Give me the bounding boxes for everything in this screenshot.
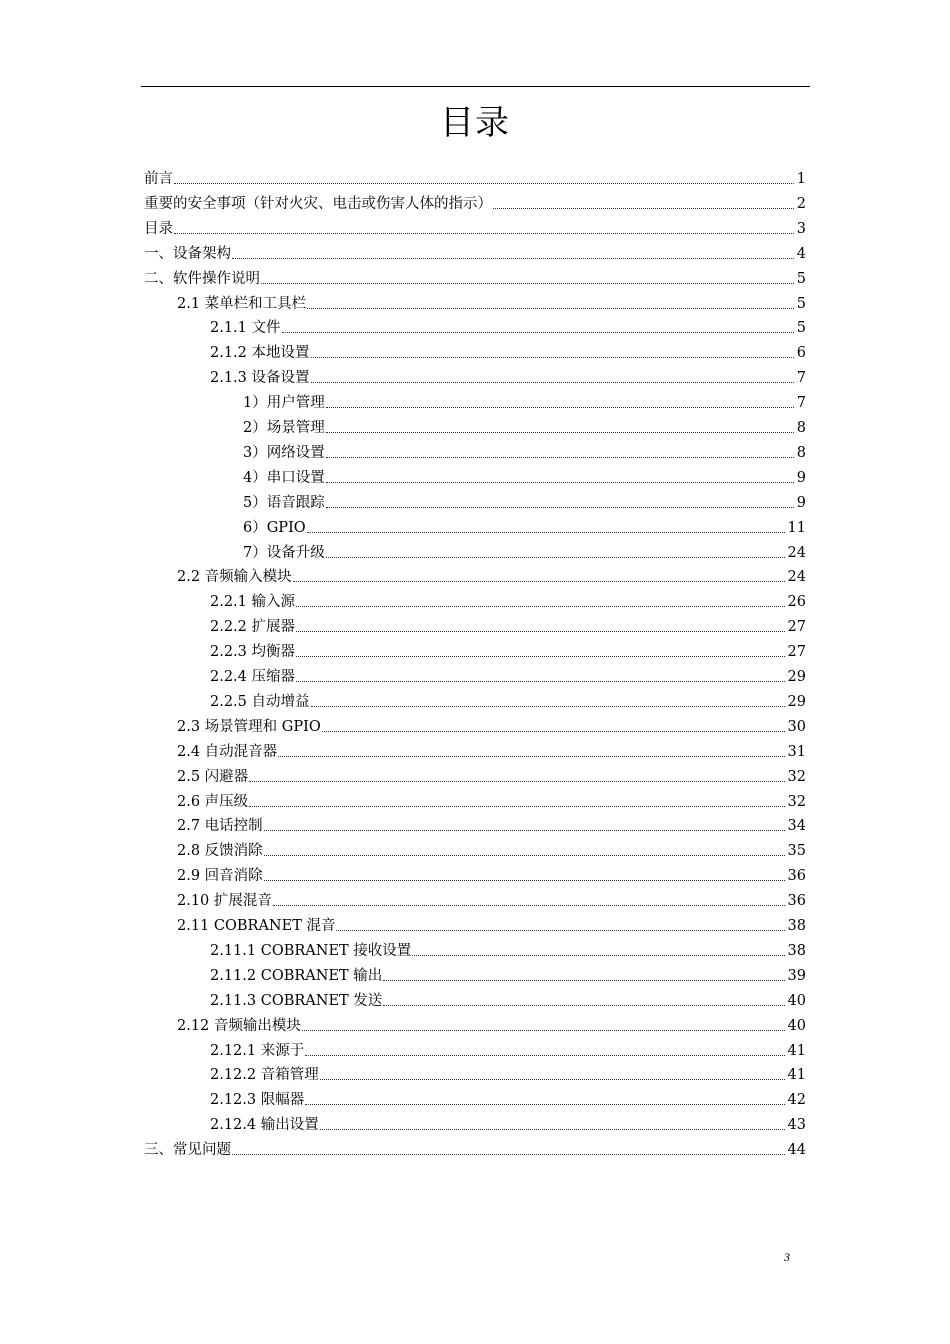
toc-dot-leader <box>311 382 794 383</box>
toc-entry[interactable] <box>144 267 806 289</box>
toc-dot-leader <box>326 482 794 483</box>
toc-entry[interactable] <box>210 665 806 687</box>
toc-entry-page: 35 <box>787 843 806 859</box>
toc-entry-label: 2.6 声压级 <box>177 794 249 810</box>
toc-entry[interactable] <box>210 1039 806 1061</box>
toc-dot-leader <box>305 1055 784 1056</box>
toc-entry-page: 27 <box>787 644 806 660</box>
toc-entry-label: 2.1.1 文件 <box>210 320 281 336</box>
toc-entry-page: 24 <box>787 569 806 585</box>
toc-entry-label: 2.7 电话控制 <box>177 818 263 834</box>
toc-entry[interactable] <box>177 864 806 886</box>
toc-entry-page: 1 <box>796 171 806 187</box>
page-title: 目录 <box>440 103 510 143</box>
toc-entry[interactable] <box>210 316 806 338</box>
toc-entry-page: 4 <box>796 246 806 262</box>
toc-entry[interactable] <box>144 217 806 239</box>
toc-entry-label: 2.12.1 来源于 <box>210 1043 305 1059</box>
toc-entry[interactable] <box>210 1113 806 1135</box>
toc-dot-leader <box>264 855 785 856</box>
toc-entry-label: 2.2.1 输入源 <box>210 594 296 610</box>
toc-entry-label: 2.1.3 设备设置 <box>210 370 310 386</box>
toc-dot-leader <box>293 581 785 582</box>
toc-entry[interactable] <box>210 366 806 388</box>
toc-entry-page: 5 <box>796 271 806 287</box>
toc-entry[interactable] <box>177 889 806 911</box>
toc-entry[interactable] <box>210 341 806 363</box>
toc-entry-label: 3）网络设置 <box>243 445 325 461</box>
header-rule <box>141 86 810 87</box>
toc-entry[interactable] <box>243 466 806 488</box>
toc-entry-label: 2.1.2 本地设置 <box>210 345 310 361</box>
toc-entry[interactable] <box>243 441 806 463</box>
toc-dot-leader <box>307 308 794 309</box>
toc-entry[interactable] <box>243 516 806 538</box>
toc-entry[interactable] <box>243 541 806 563</box>
toc-entry-page: 30 <box>787 719 806 735</box>
toc-dot-leader <box>326 457 794 458</box>
toc-entry-page: 43 <box>787 1117 806 1133</box>
toc-dot-leader <box>273 905 785 906</box>
toc-entry-page: 7 <box>796 370 806 386</box>
toc-dot-leader <box>249 806 784 807</box>
toc-entry-page: 38 <box>787 918 806 934</box>
toc-entry[interactable] <box>144 242 806 264</box>
toc-entry-page: 6 <box>796 345 806 361</box>
toc-entry-label: 2.12.2 音箱管理 <box>210 1067 319 1083</box>
toc-entry[interactable] <box>210 989 806 1011</box>
toc-entry-page: 34 <box>787 818 806 834</box>
toc-entry-label: 5）语音跟踪 <box>243 495 325 511</box>
toc-entry-page: 39 <box>787 968 806 984</box>
toc-dot-leader <box>249 781 784 782</box>
toc-entry-page: 44 <box>787 1142 806 1158</box>
toc-entry-page: 5 <box>796 320 806 336</box>
toc-entry[interactable] <box>210 590 806 612</box>
toc-entry-page: 41 <box>787 1067 806 1083</box>
toc-entry-label: 2.2.3 均衡器 <box>210 644 296 660</box>
toc-entry-page: 5 <box>796 296 806 312</box>
toc-dot-leader <box>320 1129 785 1130</box>
toc-entry-page: 8 <box>796 445 806 461</box>
toc-entry-label: 2.8 反馈消除 <box>177 843 263 859</box>
toc-entry-label: 1）用户管理 <box>243 395 325 411</box>
toc-entry[interactable] <box>210 1063 806 1085</box>
toc-entry[interactable] <box>177 1014 806 1036</box>
toc-entry[interactable] <box>177 814 806 836</box>
toc-dot-leader <box>232 258 794 259</box>
toc-entry-page: 31 <box>787 744 806 760</box>
toc-entry-page: 38 <box>787 943 806 959</box>
toc-entry-page: 9 <box>796 470 806 486</box>
toc-dot-leader <box>232 1154 785 1155</box>
toc-entry-page: 41 <box>787 1043 806 1059</box>
toc-entry-label: 目录 <box>144 221 173 237</box>
toc-dot-leader <box>282 332 794 333</box>
toc-dot-leader <box>412 955 784 956</box>
toc-entry-label: 4）串口设置 <box>243 470 325 486</box>
toc-entry[interactable] <box>210 615 806 637</box>
toc-entry[interactable] <box>243 491 806 513</box>
toc-dot-leader <box>383 1005 784 1006</box>
toc-entry[interactable] <box>144 1138 806 1160</box>
toc-entry-label: 7）设备升级 <box>243 545 325 561</box>
toc-entry-label: 2.2.4 压缩器 <box>210 669 296 685</box>
toc-entry-page: 9 <box>796 495 806 511</box>
toc-entry[interactable] <box>210 964 806 986</box>
toc-entry-page: 27 <box>787 619 806 635</box>
toc-dot-leader <box>264 830 785 831</box>
toc-entry-label: 2.4 自动混音器 <box>177 744 278 760</box>
toc-dot-leader <box>307 532 785 533</box>
toc-entry[interactable] <box>177 839 806 861</box>
toc-entry-label: 2.11.1 COBRANET 接收设置 <box>210 943 412 959</box>
toc-entry[interactable] <box>243 416 806 438</box>
toc-entry-label: 三、常见问题 <box>144 1142 231 1158</box>
toc-entry-label: 2.5 闪避器 <box>177 769 249 785</box>
toc-dot-leader <box>336 930 784 931</box>
toc-entry[interactable] <box>243 391 806 413</box>
toc-dot-leader <box>311 706 785 707</box>
toc-dot-leader <box>174 183 794 184</box>
toc-dot-leader <box>296 681 785 682</box>
toc-dot-leader <box>326 407 794 408</box>
toc-dot-leader <box>278 756 784 757</box>
toc-entry[interactable] <box>177 715 806 737</box>
toc-dot-leader <box>261 283 794 284</box>
toc-dot-leader <box>326 507 794 508</box>
toc-entry-label: 2.3 场景管理和 GPIO <box>177 719 321 735</box>
toc-entry[interactable] <box>210 939 806 961</box>
toc-entry-page: 29 <box>787 694 806 710</box>
toc-entry-label: 重要的安全事项（针对火灾、电击或伤害人体的指示） <box>144 196 492 212</box>
toc-entry-page: 11 <box>787 520 806 536</box>
toc-dot-leader <box>320 1079 785 1080</box>
toc-entry[interactable] <box>144 167 806 189</box>
toc-entry[interactable] <box>177 914 806 936</box>
toc-dot-leader <box>296 631 785 632</box>
toc-entry-label: 2.1 菜单栏和工具栏 <box>177 296 307 312</box>
toc-entry-page: 2 <box>796 196 806 212</box>
toc-dot-leader <box>305 1104 784 1105</box>
toc-entry[interactable] <box>210 690 806 712</box>
toc-entry-page: 32 <box>787 769 806 785</box>
toc-entry-label: 2.2.5 自动增益 <box>210 694 310 710</box>
toc-dot-leader <box>326 557 785 558</box>
toc-entry-label: 二、软件操作说明 <box>144 271 260 287</box>
toc-entry[interactable] <box>177 565 806 587</box>
toc-entry-label: 2.2 音频输入模块 <box>177 569 292 585</box>
toc-entry[interactable] <box>210 640 806 662</box>
toc-entry-page: 29 <box>787 669 806 685</box>
toc-dot-leader <box>326 432 794 433</box>
toc-dot-leader <box>311 357 794 358</box>
toc-entry-label: 2.11.2 COBRANET 输出 <box>210 968 383 984</box>
toc-entry-label: 2.12.4 输出设置 <box>210 1117 319 1133</box>
toc-entry-page: 3 <box>796 221 806 237</box>
toc-entry-label: 2.11.3 COBRANET 发送 <box>210 993 383 1009</box>
toc-dot-leader <box>302 1030 785 1031</box>
toc-entry-page: 7 <box>796 395 806 411</box>
toc-entry[interactable] <box>177 740 806 762</box>
toc-entry-page: 24 <box>787 545 806 561</box>
toc-dot-leader <box>493 208 794 209</box>
toc-dot-leader <box>296 606 785 607</box>
toc-entry-page: 40 <box>787 993 806 1009</box>
toc-dot-leader <box>174 233 794 234</box>
toc-entry-label: 2.11 COBRANET 混音 <box>177 918 336 934</box>
toc-entry-page: 8 <box>796 420 806 436</box>
toc-entry[interactable] <box>177 292 806 314</box>
toc-entry-label: 2）场景管理 <box>243 420 325 436</box>
toc-entry-label: 2.9 回音消除 <box>177 868 263 884</box>
toc-entry[interactable] <box>177 765 806 787</box>
page-number: 3 <box>784 1250 790 1264</box>
toc-entry-page: 26 <box>787 594 806 610</box>
toc-dot-leader <box>322 731 785 732</box>
toc-entry-page: 36 <box>787 868 806 884</box>
toc-entry-label: 6）GPIO <box>243 520 306 536</box>
toc-entry-page: 32 <box>787 794 806 810</box>
toc-dot-leader <box>383 980 784 981</box>
toc-entry-page: 40 <box>787 1018 806 1034</box>
toc-entry-label: 2.10 扩展混音 <box>177 893 272 909</box>
toc-dot-leader <box>264 880 785 881</box>
toc-entry-label: 2.12 音频输出模块 <box>177 1018 301 1034</box>
toc-entry-label: 一、设备架构 <box>144 246 231 262</box>
toc-entry-page: 36 <box>787 893 806 909</box>
toc-entry-label: 前言 <box>144 171 173 187</box>
toc-entry[interactable] <box>177 790 806 812</box>
toc-entry-label: 2.2.2 扩展器 <box>210 619 296 635</box>
toc-entry[interactable] <box>210 1088 806 1110</box>
toc-entry-page: 42 <box>787 1092 806 1108</box>
toc-entry[interactable] <box>144 192 806 214</box>
toc-dot-leader <box>296 656 785 657</box>
toc-entry-label: 2.12.3 限幅器 <box>210 1092 305 1108</box>
